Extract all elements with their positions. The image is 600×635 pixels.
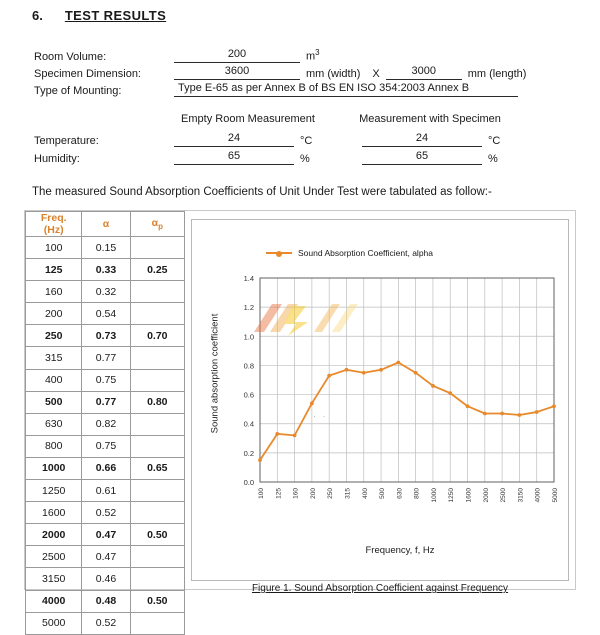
x-tick-label: 160 [292, 488, 300, 499]
humidity-specimen-unit: % [488, 153, 498, 165]
results-area [24, 210, 576, 630]
cell-alpha: 0.47 [82, 546, 130, 568]
header-frequency-text: Freq. [40, 212, 67, 224]
cell-alpha-p: 0.80 [130, 391, 184, 413]
table-body [26, 237, 185, 635]
cell-alpha-p [130, 502, 184, 524]
cell-alpha: 0.75 [82, 435, 130, 457]
cell-frequency: 1250 [26, 480, 82, 502]
cell-alpha: 0.47 [82, 524, 130, 546]
x-tick-label: 200 [309, 488, 317, 499]
cell-alpha-p [130, 480, 184, 502]
temperature-label: Temperature: [34, 135, 99, 147]
y-tick-label: 0.8 [243, 361, 254, 371]
cell-alpha-p: 0.50 [130, 524, 184, 546]
cell-alpha-p [130, 369, 184, 391]
humidity-label: Humidity: [34, 153, 80, 165]
series-point [518, 413, 522, 417]
info-block [34, 46, 554, 97]
cell-alpha: 0.52 [82, 502, 130, 524]
cell-frequency: 500 [26, 391, 82, 413]
x-tick-label: 2500 [500, 488, 508, 503]
y-tick-label: 1.2 [243, 303, 254, 313]
x-tick-label: 1600 [465, 488, 473, 503]
series-point [535, 410, 539, 414]
with-specimen-header: Measurement with Specimen [359, 113, 501, 125]
table-row [26, 237, 185, 259]
series-point [500, 412, 504, 416]
conditions-headers [34, 113, 554, 129]
table-row [26, 391, 185, 413]
y-tick-label: 0.0 [243, 478, 254, 487]
chart-panel [191, 219, 569, 581]
conditions-header-gap [322, 113, 356, 129]
series-point [414, 371, 418, 375]
cell-frequency: 100 [26, 237, 82, 259]
cell-alpha: 0.73 [82, 325, 130, 347]
x-tick-label: 250 [327, 488, 335, 499]
chart-y-axis-title: Sound absorption coefficient [209, 313, 221, 434]
series-point [466, 404, 470, 408]
cell-frequency: 4000 [26, 590, 82, 612]
cell-alpha: 0.54 [82, 303, 130, 325]
cell-alpha: 0.77 [82, 391, 130, 413]
room-volume-unit-exponent: 3 [315, 48, 320, 58]
x-tick-label: 3150 [517, 488, 525, 503]
table-row [26, 259, 185, 281]
mounting-label: Type of Mounting: [34, 85, 122, 97]
cell-alpha: 0.48 [82, 590, 130, 612]
table-row [26, 347, 185, 369]
x-tick-label: 800 [413, 488, 421, 499]
humidity-specimen-value: 65 [362, 150, 482, 165]
legend-label: Sound Absorption Coefficient, alpha [298, 248, 433, 258]
cell-frequency: 200 [26, 303, 82, 325]
header-alpha-p [130, 212, 184, 237]
table-row [26, 568, 185, 590]
y-tick-label: 1.4 [243, 274, 254, 283]
cell-frequency: 250 [26, 325, 82, 347]
x-tick-label: 2000 [482, 488, 490, 503]
x-tick-label: 4000 [534, 488, 542, 503]
series-point [362, 371, 366, 375]
cell-alpha: 0.66 [82, 457, 130, 479]
room-volume-row [34, 46, 554, 63]
x-tick-label: 315 [344, 488, 352, 499]
cell-alpha: 0.32 [82, 281, 130, 303]
cell-alpha: 0.61 [82, 480, 130, 502]
conditions-header-spacer [34, 113, 174, 129]
cell-frequency: 5000 [26, 612, 82, 634]
humidity-empty-room-unit: % [300, 153, 310, 165]
table-row [26, 457, 185, 479]
cell-alpha-p [130, 413, 184, 435]
table-row [26, 413, 185, 435]
cell-frequency: 800 [26, 435, 82, 457]
series-point [293, 433, 297, 437]
results-paragraph: The measured Sound Absorption Coefficients of Unit Under Test were tabulated as follow:- [32, 186, 492, 198]
header-frequency [26, 212, 82, 237]
cell-frequency: 315 [26, 347, 82, 369]
table-row [26, 435, 185, 457]
mounting-value: Type E-65 as per Annex B of BS EN ISO 354:2003 Annex B [174, 82, 518, 97]
cell-alpha-p [130, 546, 184, 568]
series-line [260, 363, 554, 461]
room-volume-label: Room Volume: [34, 51, 107, 63]
section-number: 6. [32, 8, 43, 23]
cell-alpha: 0.15 [82, 237, 130, 259]
temperature-row [34, 129, 554, 147]
cell-alpha-p [130, 347, 184, 369]
header-alpha: α [82, 212, 130, 237]
x-tick-label: 100 [258, 488, 265, 499]
series-point [327, 374, 331, 378]
absorption-table [25, 211, 185, 635]
cell-frequency: 1600 [26, 502, 82, 524]
cell-frequency: 2000 [26, 524, 82, 546]
cell-alpha-p [130, 303, 184, 325]
table-header-row [26, 212, 185, 237]
table-row [26, 369, 185, 391]
x-tick-label: 5000 [552, 488, 559, 503]
cell-frequency: 630 [26, 413, 82, 435]
room-volume-unit-text: m [306, 51, 316, 63]
specimen-x-separator: X [372, 68, 380, 80]
cell-alpha: 0.77 [82, 347, 130, 369]
cell-frequency: 125 [26, 259, 82, 281]
y-tick-label: 1.0 [243, 332, 254, 342]
cell-alpha-p [130, 237, 184, 259]
series-point [431, 384, 435, 388]
table-row [26, 303, 185, 325]
series-point [345, 368, 349, 372]
cell-alpha: 0.82 [82, 413, 130, 435]
section-heading [32, 8, 166, 23]
x-tick-label: 1000 [430, 488, 438, 503]
y-tick-label: 0.6 [243, 390, 254, 400]
specimen-length-value: 3000 [386, 65, 462, 80]
conditions-block [34, 113, 554, 165]
mounting-row [34, 80, 554, 97]
cell-frequency: 400 [26, 369, 82, 391]
table-row [26, 480, 185, 502]
x-tick-label: 400 [361, 488, 369, 499]
series-point [275, 432, 279, 436]
chart-x-axis-title: Frequency, f, Hz [365, 545, 435, 556]
cell-frequency: 3150 [26, 568, 82, 590]
cell-frequency: 160 [26, 281, 82, 303]
cell-alpha-p [130, 568, 184, 590]
table-row [26, 502, 185, 524]
temperature-empty-room-unit: °C [300, 135, 313, 147]
scan-artifact: · · [313, 411, 328, 421]
series-point [258, 458, 262, 462]
section-title: TEST RESULTS [64, 8, 167, 23]
x-tick-label: 1250 [448, 488, 456, 503]
specimen-width-value: 3600 [174, 65, 300, 80]
series-point [483, 412, 487, 416]
temperature-specimen-value: 24 [362, 132, 482, 147]
cell-alpha: 0.46 [82, 568, 130, 590]
room-volume-value: 200 [174, 48, 300, 63]
series-point [448, 391, 452, 395]
series-point [310, 401, 314, 405]
header-frequency-unit: (Hz) [43, 224, 64, 236]
cell-alpha-p: 0.50 [130, 590, 184, 612]
specimen-dimension-row [34, 63, 554, 80]
series-point [396, 361, 400, 365]
cell-alpha-p [130, 281, 184, 303]
cell-frequency: 2500 [26, 546, 82, 568]
cell-alpha-p: 0.25 [130, 259, 184, 281]
cell-alpha-p [130, 435, 184, 457]
y-tick-label: 0.4 [243, 419, 254, 429]
specimen-width-unit: mm (width) [306, 68, 361, 80]
y-tick-label: 0.2 [243, 448, 254, 458]
table-row [26, 590, 185, 612]
temperature-empty-room-value: 24 [174, 132, 294, 147]
cell-alpha: 0.75 [82, 369, 130, 391]
cell-alpha-p: 0.70 [130, 325, 184, 347]
table-row [26, 612, 185, 634]
table-row [26, 325, 185, 347]
chart-plot [192, 220, 568, 580]
specimen-length-unit: mm (length) [467, 68, 527, 80]
table-row [26, 524, 185, 546]
empty-room-header: Empty Room Measurement [181, 113, 315, 125]
x-tick-label: 630 [396, 488, 404, 499]
humidity-row [34, 147, 554, 165]
x-tick-label: 125 [275, 488, 283, 499]
cell-alpha: 0.52 [82, 612, 130, 634]
series-point [552, 404, 556, 408]
room-volume-unit [300, 48, 326, 63]
figure-caption: Figure 1. Sound Absorption Coefficient against Frequency [251, 583, 509, 594]
humidity-empty-room-value: 65 [174, 150, 294, 165]
cell-alpha-p: 0.65 [130, 457, 184, 479]
header-alpha-p-subscript: p [158, 222, 163, 232]
x-tick-label: 500 [379, 488, 387, 499]
series-point [379, 368, 383, 372]
table-row [26, 546, 185, 568]
cell-alpha-p [130, 612, 184, 634]
table-row [26, 281, 185, 303]
cell-frequency: 1000 [26, 457, 82, 479]
cell-alpha: 0.33 [82, 259, 130, 281]
specimen-dimension-label: Specimen Dimension: [34, 68, 141, 80]
temperature-specimen-unit: °C [488, 135, 501, 147]
header-alpha-p-text: α [151, 216, 159, 229]
